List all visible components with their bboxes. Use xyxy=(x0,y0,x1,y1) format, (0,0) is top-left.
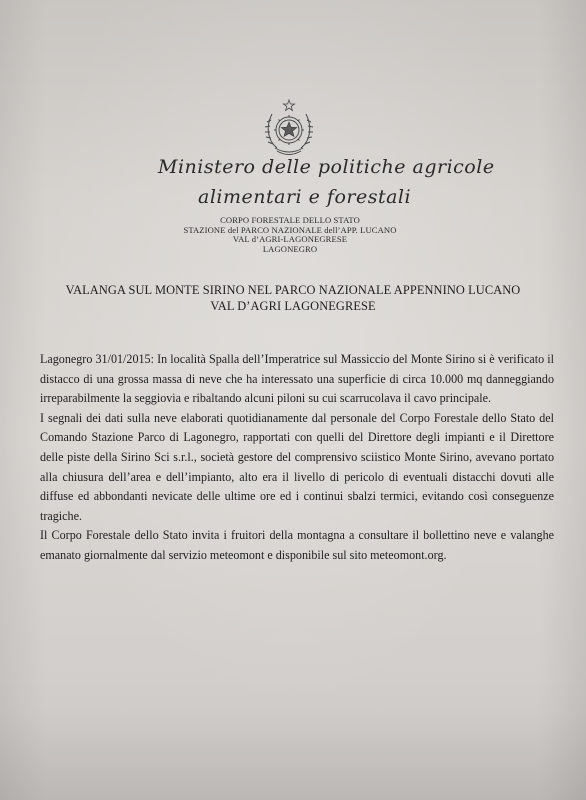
department-line: VAL d’AGRI-LAGONEGRESE xyxy=(232,234,348,245)
body-paragraph: I segnali dei dati sulla neve elaborati quotidianamente dal personale del Corpo Forestale dello Stato del Comando Stazione Parco di Lagonegro, rapportati con quelli del Direttore degli impianti e il Direttore delle piste della Sirino Sci s.r.l., società gestore del comprensivo sciistico Monte Sirino, avevano portato alla chiusura dell’area e dell’impianto, alto era il livello di pericolo di eventuali distacchi dovuti alle diffuse ed abbondanti nevicate delle ultime ore ed i continui sbalzi termici, evitando così conseguenze tragiche. xyxy=(40,410,554,523)
document-title-line: VALANGA SUL MONTE SIRINO NEL PARCO NAZIONALE APPENNINO LUCANO xyxy=(65,283,521,297)
paper-shadow xyxy=(0,710,586,800)
body-paragraph: Lagonegro 31/01/2015: In località Spalla dell’Imperatrice sul Massiccio del Monte Sirino si è verificato il distacco di una grossa massa di neve che ha interessato una superficie di circa 10.000 mq danneggiando irreparabilmente la seggiovia e ribaltando alcuni piloni su cui scarrucolava il cavo principale. xyxy=(40,352,554,406)
document-title xyxy=(40,282,546,314)
body-paragraph: Il Corpo Forestale dello Stato invita i fruitori della montagna a consultare il bollettino neve e valanghe emanato giornalmente dal servizio meteomont e disponibile sul sito meteomont.org. xyxy=(40,528,554,562)
italian-republic-emblem-icon xyxy=(263,96,315,158)
document-title-line: VAL D’AGRI LAGONEGRESE xyxy=(210,299,376,313)
department-line: STAZIONE del PARCO NAZIONALE dell’APP. LUCANO xyxy=(183,224,397,235)
ministry-name-line-1: Ministero delle politiche agricole xyxy=(158,156,495,178)
document-body xyxy=(40,350,554,566)
department-line: CORPO FORESTALE DELLO STATO xyxy=(220,215,360,225)
department-block xyxy=(150,216,430,254)
ministry-name-line-2: alimentari e forestali xyxy=(198,186,412,208)
department-line: LAGONEGRO xyxy=(262,243,318,254)
